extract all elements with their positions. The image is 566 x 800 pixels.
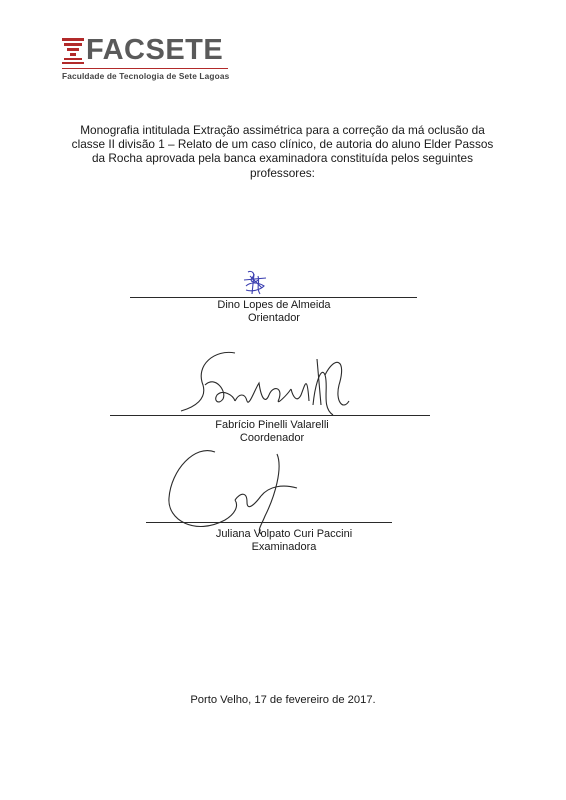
signer-name-orientador: Dino Lopes de Almeida	[217, 299, 331, 311]
signature-line-orientador	[130, 297, 417, 298]
logo-divider	[62, 68, 228, 69]
signer-name-coordenador: Fabrício Pinelli Valarelli	[215, 419, 329, 431]
signer-role-coordenador: Coordenador	[239, 432, 305, 444]
signature-examinadora	[165, 440, 305, 540]
facsete-logo-mark	[62, 38, 84, 64]
signature-coordenador	[175, 345, 355, 425]
approval-statement: Monografia intitulada Extração assimétrica para a correção da má oclusão da classe II divisão 1 – Relato de um caso clínico, de autoria do aluno Elder Passos da Rocha aprovada pela banca examinadora constituída pelos seguintes professores:	[71, 123, 494, 180]
signer-role-orientador: Orientador	[248, 312, 300, 324]
signer-name-examinadora: Juliana Volpato Curi Paccini	[215, 528, 353, 540]
signature-line-coordenador	[110, 415, 430, 416]
signer-role-examinadora: Examinadora	[251, 541, 317, 553]
signature-line-examinadora	[146, 522, 392, 523]
signature-orientador	[240, 268, 270, 298]
place-and-date: Porto Velho, 17 de fevereiro de 2017.	[190, 694, 376, 706]
logo-subtitle: Faculdade de Tecnologia de Sete Lagoas	[62, 71, 230, 81]
logo-name: FACSETE	[86, 34, 224, 66]
